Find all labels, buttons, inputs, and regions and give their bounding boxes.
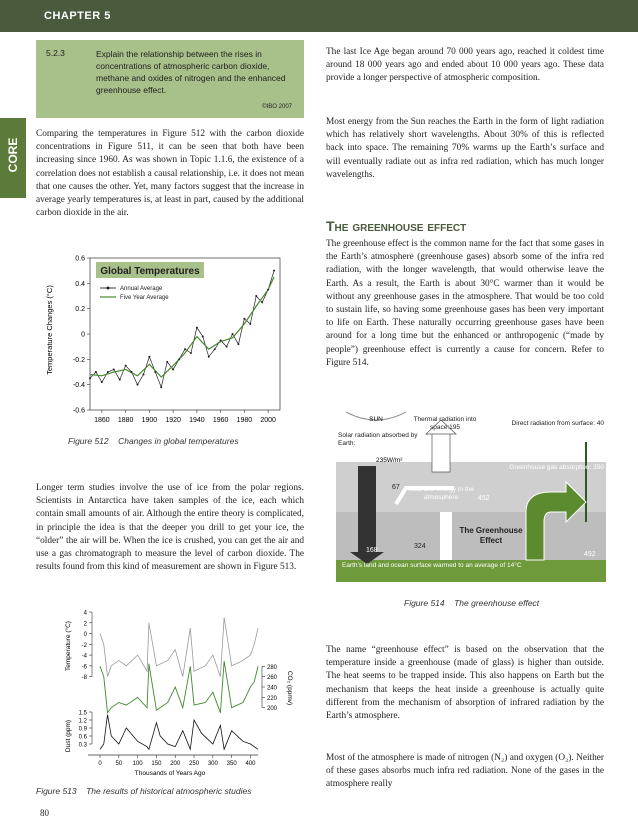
fig513-caption: The results of historical atmospheric studies (86, 786, 252, 796)
fig512-ytick-label: 0.6 (75, 255, 85, 263)
fig513-co2-tick-label: 220 (267, 695, 278, 702)
fig512-point (107, 371, 109, 373)
fig514-caption: The greenhouse effect (454, 598, 540, 608)
fig513-temp-tick-label: 4 (83, 610, 87, 617)
fig512-ytick-label: -0.6 (72, 407, 85, 415)
fig513-temp-tick-label: 0 (83, 632, 87, 639)
fig512-point (178, 358, 180, 360)
fig513-dust-axis-label: Dust (ppm) (65, 719, 72, 753)
fig513-xtick-label: 300 (207, 761, 218, 767)
fig512-title: Global Temperatures (100, 266, 200, 277)
fig512-point (172, 368, 174, 370)
fig512-point (190, 352, 192, 354)
fig513-xtick-label: 350 (226, 761, 237, 767)
fig512-ytick-label: -0.4 (72, 382, 85, 390)
fig512-ytick-label: 0 (81, 331, 85, 339)
fig512-point (154, 371, 156, 373)
fig513-dust-tick-label: 0.6 (78, 734, 87, 741)
fig513-xtick-label: 150 (151, 761, 162, 767)
fig512-point (166, 361, 168, 363)
fig514-caption-number: Figure 514 (404, 598, 445, 608)
fig513-xtick-label: 400 (245, 761, 256, 767)
fig513-xtick-label: 200 (170, 761, 181, 767)
fig513-temp-tick-label: -8 (81, 675, 87, 682)
fig513-co2-tick-label: 200 (267, 706, 278, 713)
fig512-legend-five: Five Year Average (120, 295, 169, 301)
objective-number: 5.2.3 (46, 48, 65, 58)
objective-text: Explain the relationship between the rises in concentrations of atmospheric carbon dioxide, methane and oxides of nitrogen and the enhanced greenhouse effect. (96, 49, 286, 95)
fig512-point (226, 346, 228, 348)
fig512-point (131, 371, 133, 373)
left-paragraph-1: Comparing the temperatures in Figure 512 with the carbon dioxide concentrations in Figure 511, it can be seen that both have been increasing since 1960. As was shown in Topic 1.1.6, the existence of a correlation does not establish a causal relationship, i.e. it does not mean that one causes the other. Yet, many factors suggest that the increase in average yearly temperatures is, at least in part, caused by the additional carbon dioxide in the air. (36, 129, 304, 219)
sun-label: SUN (369, 416, 383, 423)
fig512-xtick-label: 1860 (94, 417, 110, 424)
figure-513-chart (40, 608, 300, 780)
fig512-point (214, 348, 216, 350)
direct-radiation-label: Direct radiation from surface: 40 (511, 420, 604, 427)
fig513-series-dust (100, 715, 258, 750)
fig512-point (148, 356, 150, 358)
ghg-absorption-label: Greenhouse gas absorption: 350 (509, 464, 604, 471)
fig512-point (113, 368, 115, 370)
fig513-temp-tick-label: -4 (81, 653, 87, 660)
fig513-temp-tick-label: -6 (81, 664, 87, 671)
fig513-xtick-label: 250 (189, 761, 200, 767)
fig512-ytick-label: -0.2 (72, 356, 85, 364)
solar-radiation-value: 235W/m² (376, 457, 403, 464)
right-paragraph-3: The greenhouse effect is the common name for the fact that some gases in the Earth’s atmosphere (greenhouse gases) absorb some of the infra red radiation, with the longer wavelength, that would otherwise leave the Earth. As a result, the Earth is about 30°C warmer than it would be without any greenhouse gases in the atmosphere. That would be too cold to sustain life, so having some greenhouse gases has been very important to life on Earth. These naturally occurring greenhouse gases have been around for a long time but the enhanced or anthropogenic (“made by people”) greenhouse effect is currently a cause for concern. Refer to Figure 514. (326, 239, 604, 368)
fig512-point (255, 295, 257, 297)
solar-radiation-label: Solar radiation absorbed by Earth: (338, 432, 418, 447)
fig512-point (142, 374, 144, 376)
fig512-point (125, 365, 127, 367)
fig512-xtick-label: 1900 (141, 417, 158, 424)
fig512-point (196, 327, 198, 329)
thermal-radiation-label: Thermal radiation into space:195 (413, 416, 477, 431)
fig512-plot-area (90, 258, 280, 410)
left-paragraph-2: Longer term studies involve the use of ice from the polar regions. Scientists in Antarctica have taken samples of the ice, each which contain small amounts of air. Although the entire theory is complicated, in principle the idea is that the deeper you drill to get your ice, the “older” the air will be. When the ice is crushed, you can get the air and use a gas chromatograph to measure the level of carbon dioxide. The results found from this kind of measurement are shown in Figure 513. (36, 483, 304, 573)
fig512-point (267, 289, 269, 291)
fig512-xtick-label: 1960 (212, 417, 229, 424)
fig512-point (95, 371, 97, 373)
fig512-xtick-label: 1880 (117, 417, 134, 424)
fig512-point (249, 323, 251, 325)
fig513-series-co2 (100, 661, 258, 713)
value-324: 324 (414, 543, 426, 550)
fig512-point (237, 343, 239, 345)
fig512-xtick-label: 1980 (236, 417, 253, 424)
value-168: 168 (366, 547, 378, 554)
heat-energy-label: Heat and energy in the atmosphere (408, 486, 474, 501)
fig512-xtick-label: 2000 (260, 417, 276, 424)
fig512-caption-number: Figure 512 (68, 436, 109, 446)
figure-512-chart (40, 250, 290, 430)
objective-copyright: ©IBO 2007 (262, 104, 292, 110)
greenhouse-effect-label: The Greenhouse Effect (459, 526, 523, 545)
fig513-temp-tick-label: 2 (83, 621, 87, 628)
fig512-series-five-year (90, 277, 274, 377)
value-492: 492 (584, 551, 596, 558)
fig513-xtick-label: 0 (98, 761, 102, 767)
fig512-point (89, 377, 91, 379)
fig512-point (202, 336, 204, 338)
fig513-temp-axis-label: Temperature (°C) (65, 621, 72, 671)
value-67: 67 (392, 484, 400, 491)
figure-514-diagram (336, 412, 606, 582)
fig512-point (137, 384, 139, 386)
right-paragraph-4: The name “greenhouse effect” is based on the observation that the temperature inside a greenhouse (made of glass) is higher than outside. The heat seems to be trapped inside. This also happens on Earth but the mechanism that keeps the heat inside a greenhouse is actually quite different from the mechanism of absorption of infrared radiation by the Earth’s atmosphere. (326, 645, 604, 722)
fig513-xtick-label: 50 (115, 761, 123, 767)
fig512-xtick-label: 1920 (165, 417, 181, 424)
fig512-xtick-label: 1940 (189, 417, 205, 424)
fig513-xtick-label: 100 (132, 761, 143, 767)
greenhouse-heading: The greenhouse effect (326, 218, 467, 234)
fig512-ytick-label: 0.4 (75, 280, 85, 288)
fig513-co2-tick-label: 240 (267, 685, 278, 692)
chapter-label: CHAPTER 5 (44, 10, 111, 22)
page-number: 80 (40, 808, 49, 818)
fig512-ylabel: Temperature Changes (°C) (45, 285, 54, 375)
fig513-co2-axis-label: CO₂ (ppmv) (286, 670, 293, 706)
fig513-dust-tick-label: 1.2 (78, 718, 87, 725)
right-paragraph-1: The last Ice Age began around 70 000 years ago, reached it coldest time around 18 000 years ago and ended about 10 000 years ago. These data provide a longer perspective of atmospheric composition. (326, 47, 604, 84)
fig512-ytick-label: 0.2 (75, 306, 85, 314)
core-side-tab-label: CORE (6, 137, 20, 173)
fig513-dust-tick-label: 0.9 (78, 726, 87, 733)
fig513-series-temperature (100, 617, 258, 676)
fig512-point (261, 301, 263, 303)
fig513-dust-tick-label: 1.5 (78, 710, 87, 717)
fig512-series-annual (90, 271, 274, 388)
fig512-point (273, 270, 275, 272)
fig512-caption: Changes in global temperatures (118, 436, 239, 446)
fig512-point (208, 356, 210, 358)
right-paragraph-5: Most of the atmosphere is made of nitrogen (N₂) and oxygen (O₂). Neither of these gases absorbs much infra red radiation. None of the gases in the atmosphere really (326, 753, 604, 790)
right-paragraph-2: Most energy from the Sun reaches the Earth in the form of light radiation which has relatively short wavelengths. About 30% of this is reflected back into space. The remaining 70% warms up the Earth’s surface and will eventually radiate out as infra red radiation, which has much longer wavelengths. (326, 117, 604, 180)
heat-arrow (440, 512, 452, 560)
fig513-co2-tick-label: 280 (267, 664, 278, 671)
fig513-temp-tick-label: -2 (81, 642, 87, 649)
fig512-legend-annual: Annual Average (120, 286, 163, 292)
fig512-point (232, 333, 234, 335)
fig512-point (160, 386, 162, 388)
fig512-point (220, 339, 222, 341)
value-452: 452 (478, 495, 490, 502)
fig512-point (119, 379, 121, 381)
fig513-co2-tick-label: 260 (267, 675, 278, 682)
surface-label: Earth’s land and ocean surface warmed to an average of 14°C (342, 562, 522, 569)
fig512-point (184, 348, 186, 350)
fig512-point (101, 381, 103, 383)
fig513-caption-number: Figure 513 (36, 786, 77, 796)
fig513-dust-tick-label: 0.3 (78, 742, 87, 749)
fig512-point (243, 318, 245, 320)
fig513-xlabel: Thousands of Years Ago (134, 770, 206, 777)
